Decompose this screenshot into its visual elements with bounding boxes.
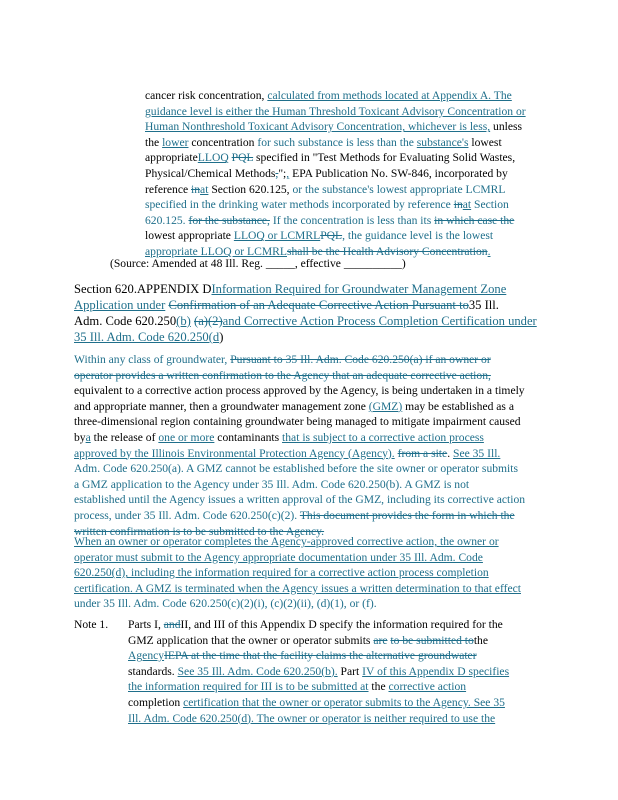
text-line <box>74 550 574 566</box>
text-line <box>74 534 574 550</box>
text-run: completion <box>128 695 181 709</box>
deleted-text: in which case the <box>434 213 515 227</box>
text-line <box>74 492 574 508</box>
deleted-text: PQL <box>320 229 343 243</box>
text-line <box>74 368 574 384</box>
inserted-text: See 35 Ill. <box>453 446 501 460</box>
inserted-text: for such substance <box>257 135 344 149</box>
text-line <box>145 104 565 120</box>
text-run: the <box>145 135 160 149</box>
text-line <box>74 446 574 462</box>
text-line <box>74 581 574 597</box>
note-number: Note 1. <box>74 618 109 631</box>
text-line <box>145 228 565 244</box>
deleted-text: shall be the Health Advisory Concentration <box>287 244 488 258</box>
inserted-text: Agency <box>128 649 165 663</box>
inserted-text: certification that the owner or operator submits to the Agency. See 35 <box>183 695 505 709</box>
text-run: a groundwater management zone <box>212 399 366 413</box>
text-line <box>74 477 574 493</box>
text-line <box>128 617 568 633</box>
inserted-text: specified in the drinking water methods incorporated by reference <box>145 198 451 212</box>
inserted-text: Ill. Adm. Code 620.250(d). The owner or operator is neither required to use the <box>128 711 496 725</box>
text-line <box>74 461 574 477</box>
text-line <box>128 711 568 727</box>
inserted-text: under 35 Ill. Adm. Code 620.250(c)(2)(i), (c)(2)(ii), (d)(1), or (f). <box>74 597 377 611</box>
paragraph-gmz-establishment <box>74 352 574 539</box>
inserted-text: LLOQ or LCMRL <box>233 229 321 243</box>
deleted-text: Pursuant to 35 Ill. Adm. Code 620.250(a) if an owner or <box>230 353 491 366</box>
inserted-text: If the concentration <box>272 213 364 227</box>
note-body <box>128 617 568 726</box>
text-line <box>74 565 574 581</box>
inserted-text: and Corrective Action Process Completion Certification under <box>222 314 537 328</box>
text-line <box>74 352 574 368</box>
text-run: GMZ application that the owner or operator submits <box>128 633 371 647</box>
deleted-text: , <box>275 166 279 180</box>
deleted-text: This document provides the form in which the <box>299 508 515 522</box>
inserted-text: Human Nonthreshold Toxicant Advisory Concentration, whichever is less, <box>145 120 491 134</box>
text-run: . <box>447 446 451 460</box>
text-run: Parts I, <box>128 618 161 631</box>
inserted-text: corrective action <box>388 680 467 694</box>
text-run: II, and III of this Appendix D specify the information required for the <box>180 618 503 631</box>
inserted-text: appropriate LLOQ or LCMRL <box>145 244 287 258</box>
inserted-text: one or more <box>158 430 215 444</box>
inserted-text: or the substance's lowest appropriate LCMRL <box>292 182 506 196</box>
inserted-text: Information Required for Groundwater Management Zone <box>211 282 507 296</box>
text-line <box>74 329 574 345</box>
text-line <box>145 197 565 213</box>
text-line <box>74 399 574 415</box>
text-line <box>128 679 568 695</box>
inserted-text: guidance level is either the Human Threshold Toxicant Advisory Concentration or <box>145 104 526 118</box>
text-run: Adm. Code 620.250 <box>74 314 177 328</box>
text-run: lowest appropriate <box>145 229 231 243</box>
inserted-text: When an owner or operator completes the Agency-approved corrective action, the owner or <box>74 535 499 548</box>
deleted-text: operator provides a written confirmation to the Agency that an adequate corrective action, <box>74 368 491 382</box>
text-run: equivalent to a corrective action process approved by the Agency, is being undertaken in a timely <box>74 384 525 398</box>
text-run: Section 620.APPENDIX D <box>74 282 212 296</box>
inserted-text: Section <box>474 198 509 212</box>
inserted-text: d <box>212 330 220 344</box>
text-line <box>74 414 574 430</box>
text-run: lowest <box>471 135 502 149</box>
text-run: the <box>473 633 488 647</box>
text-line <box>145 135 565 151</box>
text-run: three-dimensional region containing groundwater being managed to mitigate impairment caused <box>74 415 521 429</box>
text-line <box>128 633 568 649</box>
inserted-text: is less than its <box>366 213 432 227</box>
deleted-text: IEPA at the time that the facility claims the alternative groundwater <box>164 649 477 663</box>
inserted-text: 620.125. <box>145 213 186 227</box>
text-line <box>74 297 574 313</box>
inserted-text: established until the Agency issues a written approval of the GMZ, including its corrective action <box>74 493 526 507</box>
deleted-text: written confirmation is to be submitted to the Agency. <box>74 524 325 538</box>
inserted-text: , the guidance level is the lowest <box>342 229 494 243</box>
text-run: Physical/Chemical Methods <box>145 166 276 180</box>
inserted-text: certification. A GMZ is terminated when the Agency issues a written determination to that effect <box>74 581 521 595</box>
text-line <box>74 508 574 524</box>
text-run: EPA Publication No. SW-846, incorporated by <box>292 166 508 180</box>
text-run: "; <box>278 166 287 180</box>
text-line <box>128 695 568 711</box>
text-line <box>145 88 565 104</box>
text-line <box>74 596 574 612</box>
inserted-text: at <box>462 198 472 212</box>
inserted-text: operator must submit to the Agency appropriate documentation under 35 Ill. Adm. Code <box>74 550 483 564</box>
deleted-text: to be submitted to <box>390 633 474 647</box>
inserted-text: that is subject to a corrective action process <box>282 430 484 444</box>
text-run: ) <box>219 330 224 344</box>
deleted-text: and <box>163 618 181 631</box>
text-line <box>128 648 568 664</box>
text-line <box>74 313 574 329</box>
inserted-text: is less than the <box>345 135 414 149</box>
text-run: unless <box>493 120 523 134</box>
paragraph-gmz-termination <box>74 534 574 612</box>
text-run: Part <box>340 664 360 678</box>
text-run: by <box>74 430 86 444</box>
text-run: concentration <box>191 135 255 149</box>
deleted-text: in <box>191 182 201 196</box>
text-line <box>74 383 574 399</box>
inserted-text: process, under 35 Ill. Adm. Code 620.250(c)(2). <box>74 508 298 522</box>
text-run: the release of <box>93 430 156 444</box>
source-note <box>110 256 550 272</box>
inserted-text: calculated from methods located at Appendix A. The <box>267 89 512 102</box>
inserted-text: Within any class of groundwater, <box>74 353 228 366</box>
inserted-text: See 35 Ill. Adm. Code 620.250(b). <box>177 664 338 678</box>
inserted-text: the information required for III is to be submitted at <box>128 680 369 694</box>
text-run: Section 620.125, <box>211 182 290 196</box>
section-heading <box>74 281 574 345</box>
inserted-text: , <box>286 166 290 180</box>
deleted-text: from a site <box>397 446 448 460</box>
inserted-text: LLOQ <box>197 151 229 165</box>
deleted-text: PQL <box>231 151 254 165</box>
deleted-text: in <box>453 198 463 212</box>
deleted-text: for the substance, <box>188 213 270 227</box>
inserted-text: (GMZ) <box>368 399 403 413</box>
inserted-text: a <box>85 430 91 444</box>
inserted-text: a GMZ application to the Agency under 35 Ill. Adm. Code 620.250(b). A GMZ is not <box>74 477 470 491</box>
inserted-text: 620.250(d), including the information required for a corrective action process completion <box>74 566 489 580</box>
text-line <box>128 664 568 680</box>
deleted-text: (a)(2) <box>194 314 223 328</box>
inserted-text: approved by the Illinois Environmental Protection Agency (Agency). <box>74 446 395 460</box>
text-run: may be established as a <box>405 399 514 413</box>
text-run: the <box>371 680 386 694</box>
inserted-text: IV of this Appendix D specifies <box>362 664 510 678</box>
inserted-text: substance's <box>416 135 469 149</box>
text-run: specified in "Test Methods for Evaluating Solid Wastes, <box>256 151 516 165</box>
inserted-text: Adm. Code 620.250(a). A GMZ cannot be established before the site owner or operator submits <box>74 462 519 476</box>
text-line <box>74 281 574 297</box>
text-run: 35 Ill. <box>468 298 499 312</box>
source-text: (Source: Amended at 48 Ill. Reg. _____, effective __________) <box>110 257 406 270</box>
inserted-text: (b) <box>176 314 191 328</box>
deleted-text: Confirmation of an Adequate Corrective Action Pursuant to <box>168 298 469 312</box>
inserted-text: Application under <box>74 298 166 312</box>
text-line <box>145 150 565 166</box>
text-run: reference <box>145 182 189 196</box>
note-label <box>74 617 108 633</box>
text-run: and appropriate manner, then <box>74 399 210 413</box>
text-line <box>74 430 574 446</box>
text-line <box>145 213 565 229</box>
inserted-text: lower <box>162 135 189 149</box>
inserted-text: at <box>200 182 209 196</box>
text-run: appropriate <box>145 151 198 165</box>
deleted-text: are <box>373 633 388 647</box>
text-line <box>145 166 565 182</box>
text-run: cancer risk concentration, <box>145 89 265 102</box>
text-line <box>145 182 565 198</box>
text-run: contaminants <box>217 430 280 444</box>
inserted-text: 35 Ill. Adm. Code 620.250( <box>74 330 213 344</box>
text-run: standards. <box>128 664 175 678</box>
text-line <box>145 119 565 135</box>
paragraph-guidance-level <box>145 88 565 260</box>
inserted-text: . <box>487 244 491 258</box>
